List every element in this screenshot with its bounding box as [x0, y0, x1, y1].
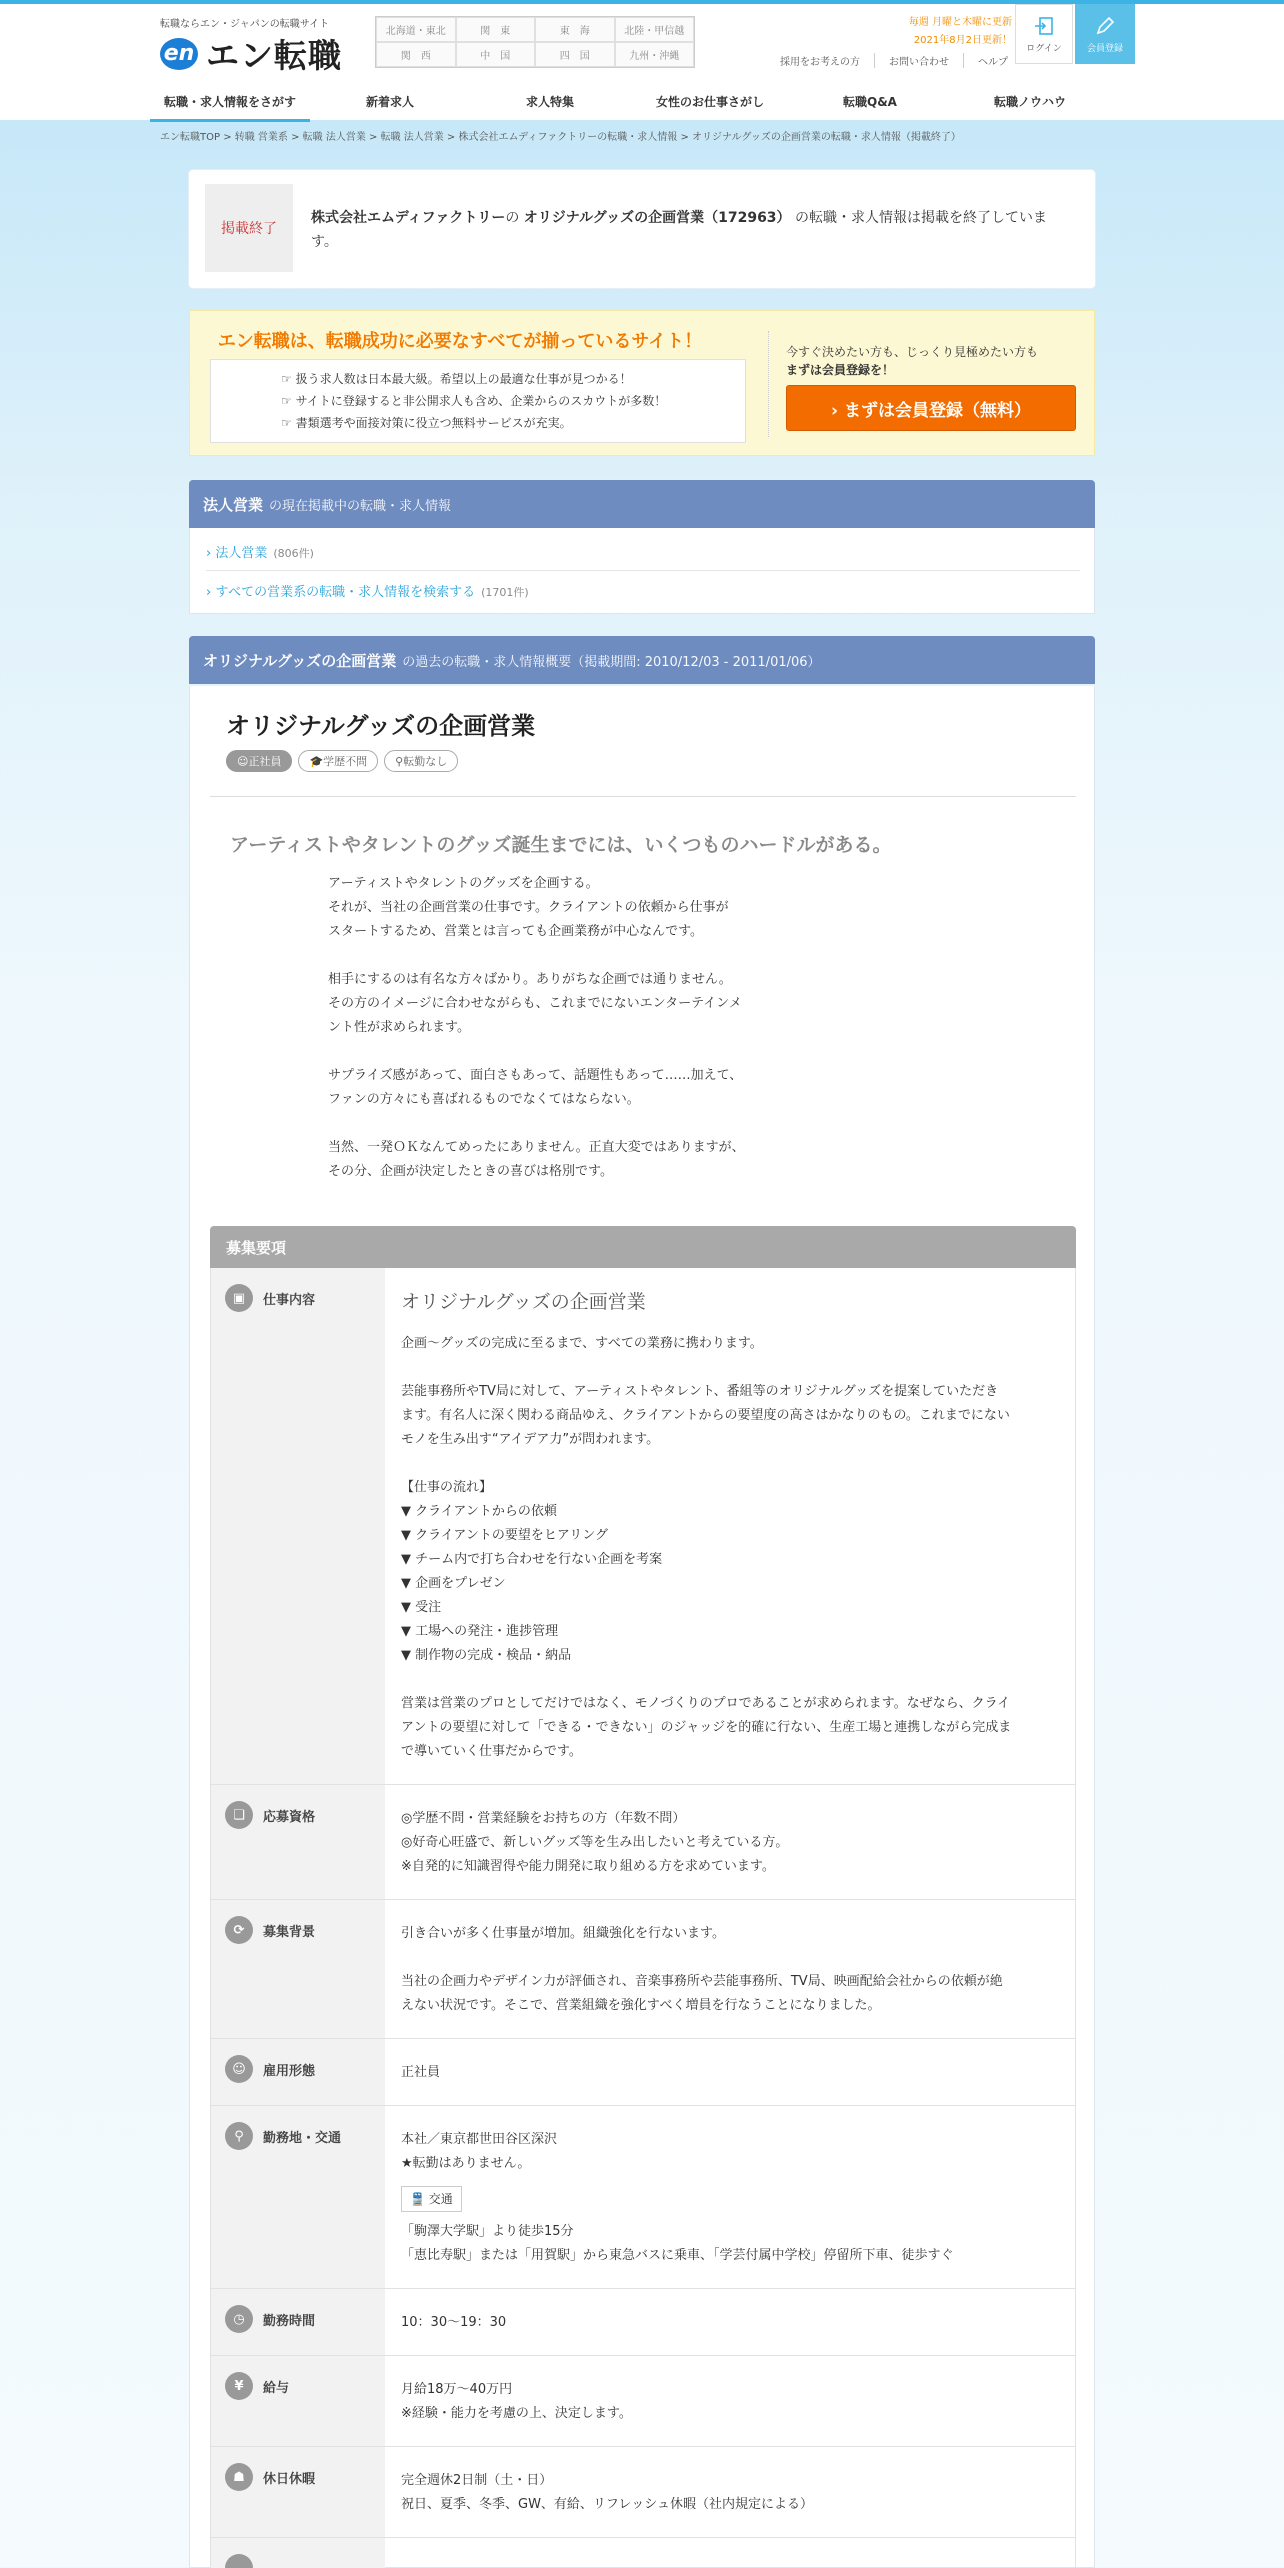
table-row [211, 2538, 1075, 2568]
region-link[interactable]: 関 西 [376, 42, 456, 67]
row-label-text: 休日休暇 [263, 2472, 316, 2487]
promo-divider [768, 331, 769, 437]
row-label [211, 2289, 385, 2355]
update-notice [909, 14, 1012, 50]
row-label [211, 1900, 385, 2038]
ended-message [311, 206, 1071, 254]
job-head-subtitle: の過去の転職・求人情報概要（掲載期間: 2010/12/03 - 2011/01/06） [402, 654, 821, 670]
refresh-icon: ⟳ [225, 1916, 253, 1944]
table-row [211, 2106, 1075, 2289]
table-row [211, 1785, 1075, 1900]
train-icon: 🚆 [410, 2192, 425, 2206]
update-schedule: 毎週 月曜と木曜に更新 [908, 17, 1012, 28]
row-label [211, 1785, 385, 1899]
promo-benefits [210, 359, 746, 443]
row-label [211, 2039, 385, 2105]
region-selector [375, 16, 695, 68]
site-header [0, 4, 1284, 120]
traffic-label: 交通 [428, 2192, 453, 2206]
tag-employment: ☺ 正社員 [226, 750, 292, 772]
nav-knowhow[interactable]: 転職ノウハウ [993, 95, 1066, 109]
promo-banner [189, 310, 1095, 456]
traffic-text: 「駒澤大学駅」より徒歩15分 「恵比寿駅」または「用賀駅」から東急バスに乗車、「学芸付属中学校」停留所下車、徒歩すぐ [401, 2224, 954, 2263]
row-value: ◎学歴不問・営業経験をお持ちの方（年数不問） ◎好奇心旺盛で、新しいグッズ等を生み出したいと考えている方。 ※自発的に知識習得や能力開発に取り組める方を求めています。 [401, 1811, 789, 1874]
job-tags [226, 750, 458, 772]
promo-cta-line: まずは会員登録を！ [786, 363, 895, 377]
region-link[interactable]: 中 国 [456, 42, 536, 67]
row-label-text: 勤務地・交通 [263, 2131, 342, 2146]
more-icon [225, 2554, 253, 2568]
row-value: 正社員 [401, 2065, 441, 2080]
promo-benefit: ☞ 扱う求人数は日本最大級。希望以上の最適な仕事が見つかる！ [281, 372, 632, 386]
table-row [211, 1268, 1075, 1785]
row-label [211, 2356, 385, 2446]
row-label-text: 給与 [263, 2381, 290, 2396]
tag-relocation: ⚲ 転勤なし [384, 750, 458, 772]
login-button[interactable] [1015, 4, 1073, 64]
site-logo[interactable] [160, 30, 342, 77]
logo-mark: en [160, 38, 198, 70]
ended-particle: の [505, 210, 520, 226]
yen-icon: ¥ [225, 2372, 253, 2400]
houjin-section-header [189, 480, 1095, 528]
register-free-button[interactable]: › まずは会員登録（無料） [786, 385, 1076, 431]
list-item[interactable]: › 法人営業 (806件) [206, 546, 314, 561]
table-row [211, 1900, 1075, 2039]
row-value: 10：30～19：30 [401, 2315, 507, 2330]
register-button[interactable] [1075, 4, 1135, 64]
traffic-badge [401, 2186, 462, 2212]
holiday-icon: ☗ [225, 2463, 253, 2491]
list-item[interactable]: › すべての営業系の転職・求人情報を検索する (1701件) [206, 585, 529, 600]
ended-badge: 掲載終了 [205, 184, 293, 272]
list-item-count: (1701件) [481, 586, 529, 599]
help-link[interactable]: ヘルプ [963, 53, 1008, 68]
row-label [211, 1268, 385, 1784]
breadcrumb[interactable]: エン転職TOP > 转職 営業系 > 転職 法人営業 > 転職 法人営業 > 株式会社エムディファクトリーの転職・求人情報 > オリジナルグッズの企画営業の転職・求人情報（掲載終了） [160, 132, 961, 143]
nav-features[interactable]: 求人特集 [525, 95, 574, 109]
pencil-icon [1094, 15, 1116, 37]
promo-title: エン転職は、転職成功に必要なすべてが揃っているサイト！ [217, 331, 703, 352]
divider [206, 570, 1080, 571]
tag-label: 転勤なし [403, 755, 448, 768]
listing-ended-card [189, 170, 1095, 288]
register-label: 会員登録 [1086, 43, 1123, 54]
job-detail-card [189, 686, 1095, 2568]
promo-benefit: ☞ 書類選考や面接対策に役立つ無料サービスが充実。 [281, 416, 572, 430]
houjin-subtitle: の現在掲載中の転職・求人情報 [269, 498, 452, 514]
row-value [385, 2538, 1075, 2568]
tag-label: 正社員 [248, 755, 282, 768]
clock-icon: ◷ [225, 2305, 253, 2333]
table-row [211, 2447, 1075, 2538]
briefcase-icon: ▣ [225, 1284, 253, 1312]
update-date: 2021年8月2日更新！ [913, 35, 1012, 46]
login-icon [1033, 15, 1055, 37]
site-tagline: 転職ならエン・ジャパンの転職サイト [160, 19, 330, 30]
company-name: 株式会社エムディファクトリー [311, 210, 506, 226]
catch-copy: アーティストやタレントのグッズ誕生までには、いくつものハードルがある。 [230, 834, 892, 856]
promo-cta-text [786, 343, 1038, 379]
nav-job-search[interactable]: 転職・求人情報をさがす [150, 84, 310, 122]
row-value: 引き合いが多く仕事量が増加。組織強化を行ないます。 当社の企画力やデザイン力が評価され、音楽事務所や芸能事務所、TV局、映画配給会社からの依頼が絶 えない状況です。そこで、営業組織を強化すべく増員を行なうことになりました。 [401, 1926, 1003, 2013]
job-section-header [189, 636, 1095, 684]
region-link[interactable]: 北陸・甲信越 [615, 17, 695, 42]
row-value: 月給18万～40万円 ※経験・能力を考慮の上、決定します。 [401, 2382, 632, 2421]
table-row [211, 2039, 1075, 2106]
tag-label: 学歴不問 [323, 755, 368, 768]
region-link[interactable]: 東 海 [535, 17, 615, 42]
nav-new-jobs[interactable]: 新着求人 [365, 95, 414, 109]
bookmark-icon: ❏ [225, 1801, 253, 1829]
row-value: 完全週休2日制（土・日） 祝日、夏季、冬季、GW、有給、リフレッシュ休暇（社内規定による） [401, 2473, 814, 2512]
region-link[interactable]: 四 国 [535, 42, 615, 67]
region-link[interactable]: 関 東 [456, 17, 536, 42]
row-label-text: 応募資格 [263, 1810, 316, 1825]
row-value [385, 1268, 1075, 1784]
row-value [385, 2106, 1075, 2288]
region-link[interactable]: 九州・沖縄 [615, 42, 695, 67]
row-label-text: 雇用形態 [263, 2064, 316, 2079]
table-row [211, 2356, 1075, 2447]
table-row [211, 2289, 1075, 2356]
job-description: 企画～グッズの完成に至るまで、すべての業務に携わります。 芸能事務所やTV局に対して、アーティストやタレント、番組等のオリジナルグッズを提案していただき ます。有名人に深く関わる商品ゆえ、クライアントからの要望度の高さはかなりのもの。これまでにない モノを生み出す“アイデア力”が問われます。 【仕事の流れ】 ▼ クライアントからの依頼 ▼ クライアントの要望をヒアリング ▼ チーム内で打ち合わせを行ない企画を考案 ▼ 企画をプレゼン ▼ 受注 ▼ 工場への発注・進捗管理 ▼ 制作物の完成・検品・納品 営業は営業のプロとしてだけではなく、モノづくりのプロであることが求められます。なぜなら、クライ アントの要望に対して「できる・できない」のジャッジを的確に行ない、生産工場と連携しながら完成ま で導いていく仕事だからです。 [401, 1336, 1012, 1759]
contact-link[interactable]: お問い合わせ [874, 53, 949, 68]
list-item-label[interactable]: すべての営業系の転職・求人情報を検索する [215, 585, 476, 600]
location-text: 本社／東京都世田谷区深沢 ★転勤はありません。 [401, 2132, 558, 2171]
region-link[interactable]: 北海道・東北 [376, 17, 456, 42]
houjin-list [189, 528, 1095, 614]
ended-tail: の転職・求人情報は掲載を終了しています。 [311, 210, 1048, 250]
location-icon: ⚲ [225, 2122, 253, 2150]
nav-qa[interactable]: 転職Q&A [843, 95, 897, 109]
row-label [211, 2106, 385, 2288]
row-label-text: 勤務時間 [263, 2314, 316, 2329]
person-icon: ☺ [225, 2055, 253, 2083]
row-label [211, 2538, 385, 2568]
row-label-text: 仕事内容 [263, 1293, 316, 1308]
global-nav [150, 84, 1110, 122]
requirements-table [210, 1268, 1076, 2568]
nav-women[interactable]: 女性のお仕事さがし [655, 95, 764, 109]
divider [210, 796, 1076, 797]
row-label [211, 2447, 385, 2537]
logo-text: エン転職 [206, 36, 342, 75]
login-label: ログイン [1026, 43, 1062, 54]
promo-cta-line: 今すぐ決めたい方も、じっくり見極めたい方も [786, 345, 1039, 359]
list-item-label[interactable]: 法人営業 [215, 546, 268, 561]
promo-benefit: ☞ サイトに登録すると非公開求人も含め、企業からのスカウトが多数！ [281, 394, 667, 408]
ended-job-name: オリジナルグッズの企画営業（172963） [523, 210, 791, 226]
intro-text: アーティストやタレントのグッズを企画する。 それが、当社の企画営業の仕事です。クライアントの依頼から仕事が スタートするため、営業とは言っても企画業務が中心なんです。 相手にするのは有名な方々ばかり。ありがちな企画では通りません。 その方のイメージに合わせながらも、これまでにないエンターテインメ ント性が求められます。 サプライズ感があって、面白さもあって、話題性もあって……加えて、 ファンの方々にも喜ばれるものでなくてはならない。 当然、一発ＯＫなんてめったにありません。正直大変ではありますが、 その分、企画が決定したときの喜びは格別です。 [328, 876, 745, 1179]
houjin-title: 法人営業 [203, 495, 264, 514]
job-head-title: オリジナルグッズの企画営業 [203, 651, 397, 670]
row-label-text: 募集背景 [263, 1925, 316, 1940]
list-item-count: (806件) [273, 547, 314, 560]
job-title: オリジナルグッズの企画営業 [226, 712, 536, 740]
header-links [780, 53, 1008, 68]
recruiter-link[interactable]: 採用をお考えの方 [780, 57, 860, 68]
requirements-heading: 募集要項 [210, 1226, 1076, 1268]
tag-education: 🎓 学歴不問 [298, 750, 378, 772]
job-subtitle: オリジナルグッズの企画営業 [401, 1291, 646, 1313]
